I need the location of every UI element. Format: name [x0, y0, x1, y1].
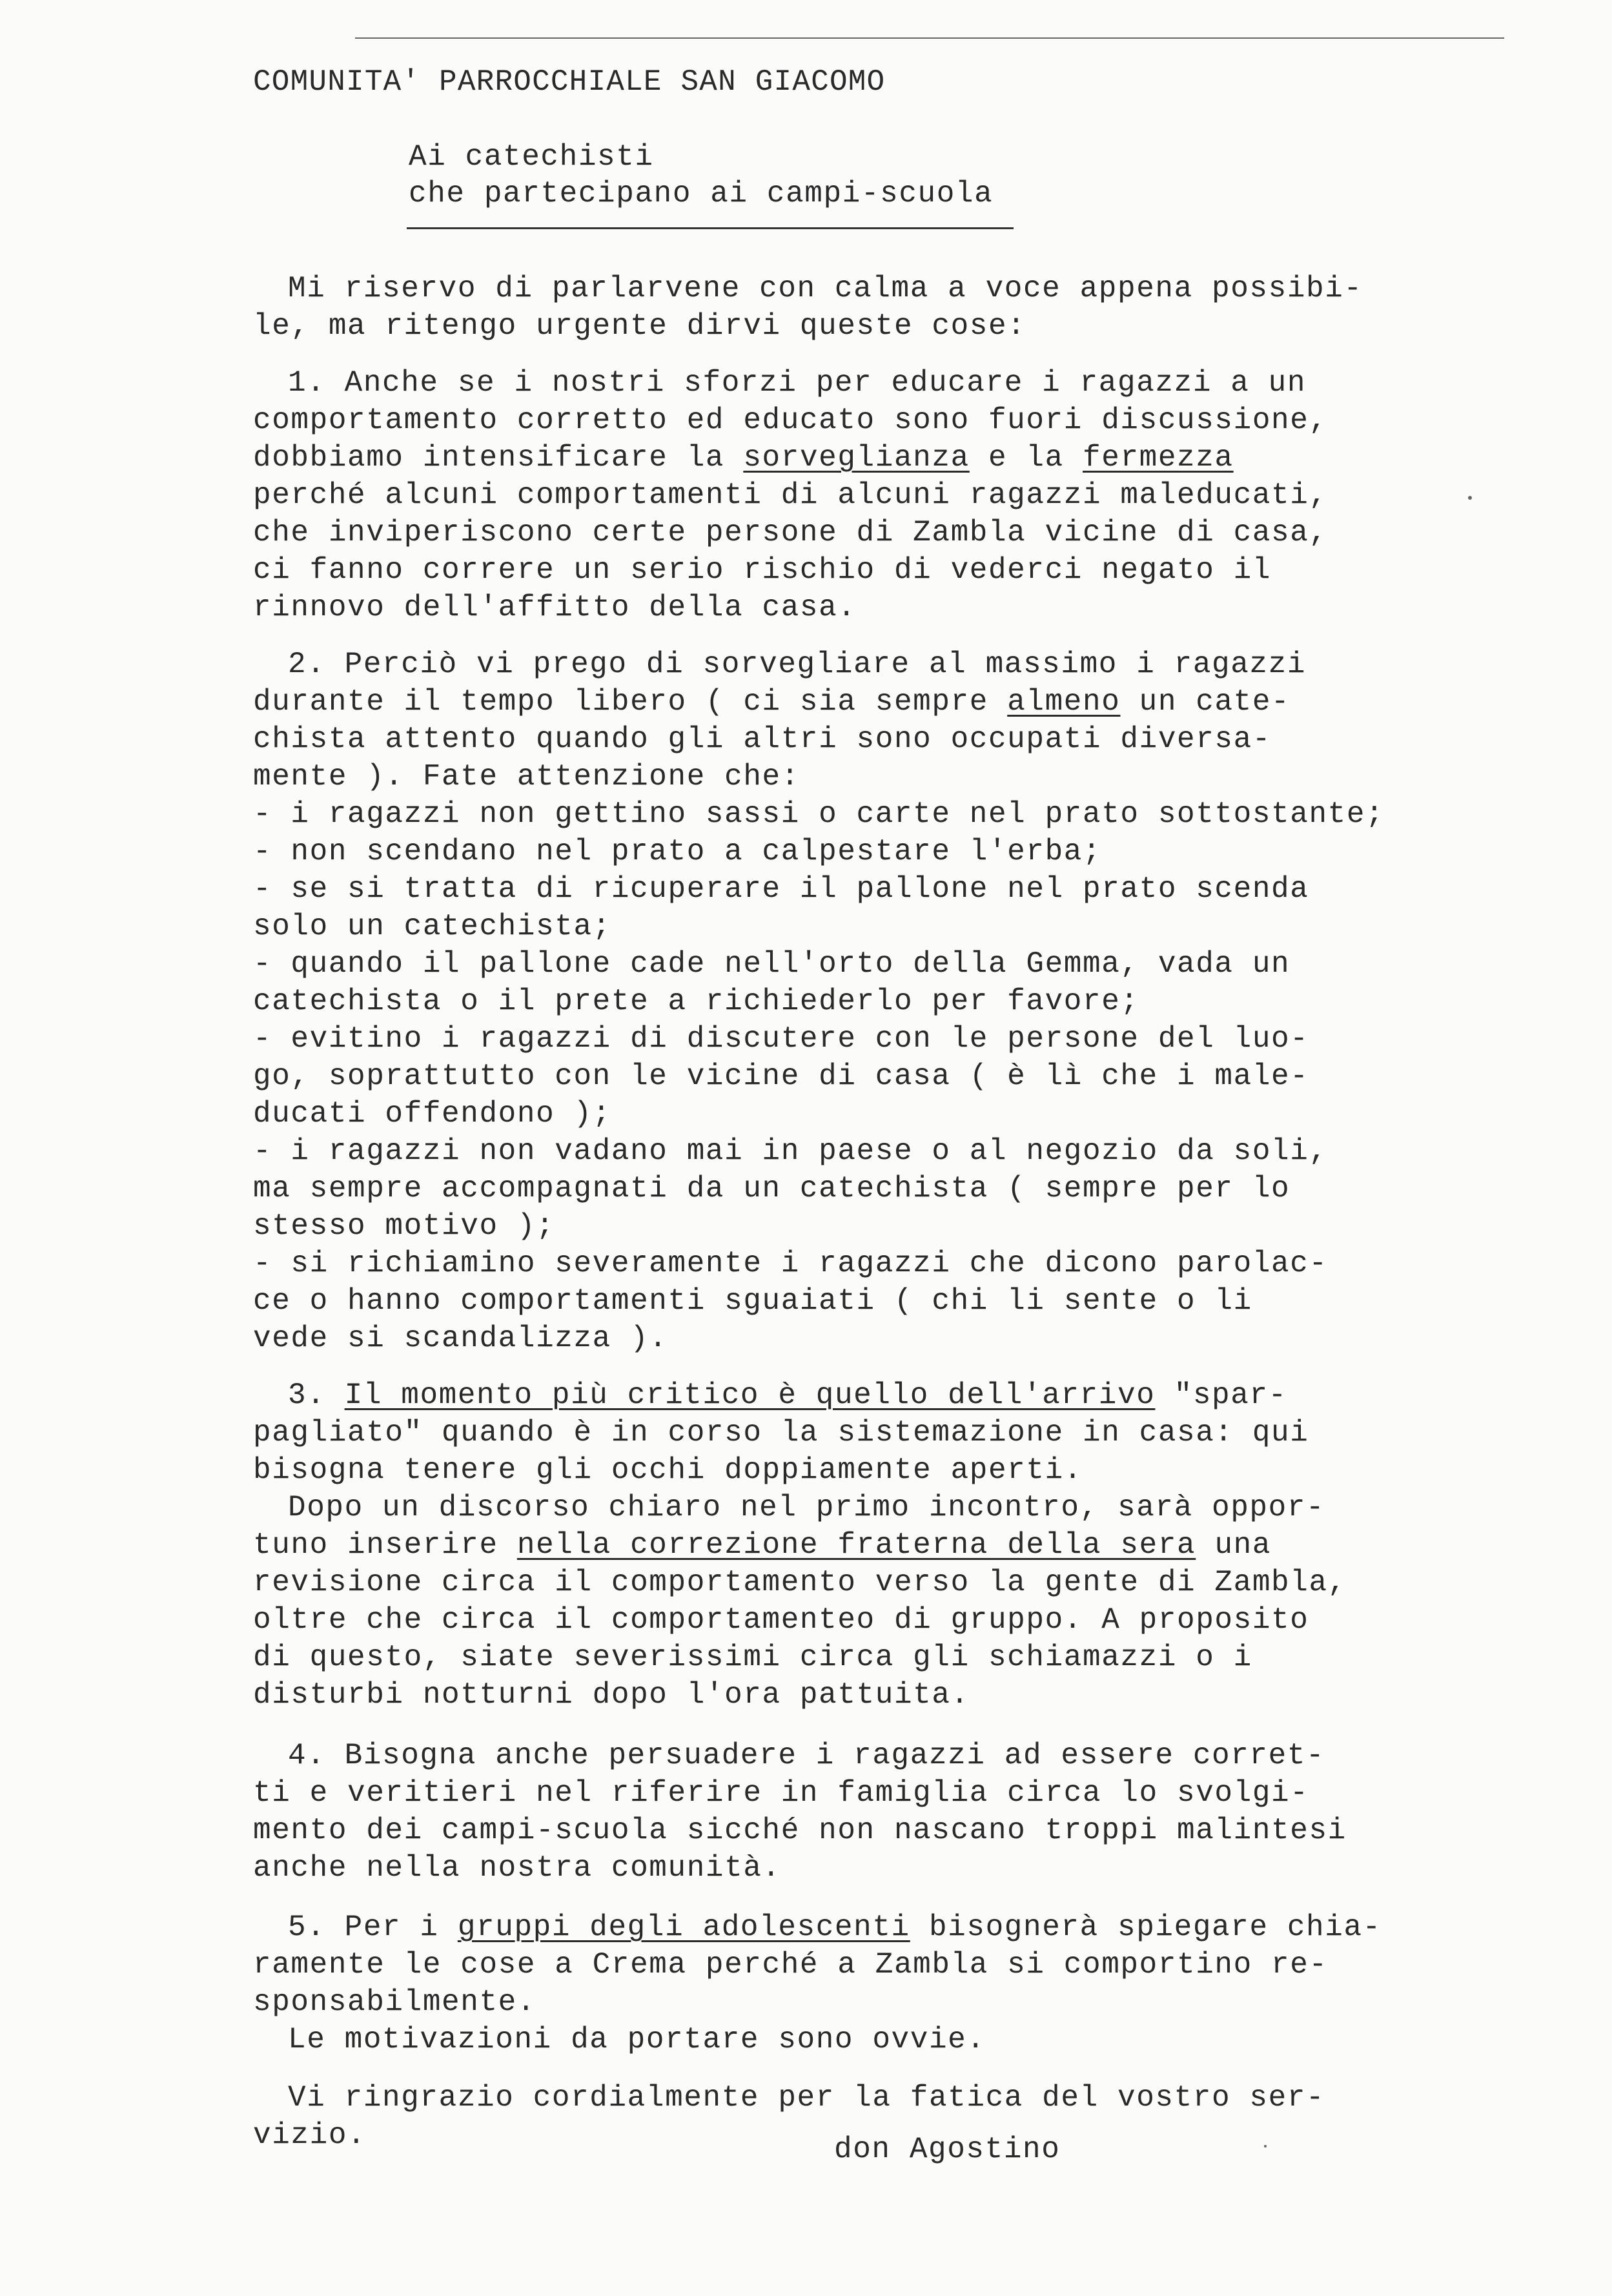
- intro-line-1: Mi riservo di parlarvene con calma a voce appena possibi-: [288, 272, 1363, 305]
- p5-line-4: Le motivazioni da portare sono ovvie.: [288, 2023, 986, 2056]
- p3-line-9: disturbi notturni dopo l'ora pattuita.: [253, 1678, 970, 1712]
- p4-line-3: mento dei campi-scuola sicché non nascano troppi malintesi: [253, 1814, 1347, 1847]
- underlined-correzione-fraterna: nella correzione fraterna della sera: [516, 1528, 1196, 1562]
- p2-line-7: - se si tratta di ricuperare il pallone nel prato scenda: [253, 872, 1309, 906]
- p3-line-3: bisogna tenere gli occhi doppiamente aperti.: [253, 1453, 1083, 1487]
- p4-line-4: anche nella nostra comunità.: [253, 1851, 781, 1885]
- p5-line-3: sponsabilmente.: [253, 1985, 536, 2019]
- letter-header-title: COMUNITA' PARROCCHIALE SAN GIACOMO: [253, 65, 886, 99]
- p2-line-9: - quando il pallone cade nell'orto della Gemma, vada un: [253, 947, 1291, 981]
- p3-line-7: oltre che circa il comportamenteo di gruppo. A proposito: [253, 1603, 1309, 1637]
- signature: don Agostino: [834, 2133, 1061, 2166]
- p2-line-13: ducati offendono );: [253, 1097, 611, 1131]
- p2-line-12: go, soprattutto con le vicine di casa ( è lì che i male-: [253, 1060, 1309, 1093]
- p2-line-15: ma sempre accompagnati da un catechista ( sempre per lo: [253, 1172, 1291, 1205]
- scan-speck: [1264, 2145, 1267, 2147]
- underlined-momento-critico: Il momento più critico è quello dell'arrivo: [344, 1379, 1156, 1412]
- p3-line-5: tuno inserire nella correzione fraterna della sera una: [253, 1528, 1272, 1562]
- p2-line-17: - si richiamino severamente i ragazzi che dicono parolac-: [253, 1247, 1328, 1280]
- p2-line-1: 2. Perciò vi prego di sorvegliare al massimo i ragazzi: [288, 648, 1307, 681]
- addressee-line-2: che partecipano ai campi-scuola: [409, 177, 994, 210]
- p3-line-8: di questo, siate severissimi circa gli schiamazzi o i: [253, 1641, 1252, 1674]
- p2-line-11: - evitino i ragazzi di discutere con le persone del luo-: [253, 1022, 1309, 1056]
- p2-line-19: vede si scandalizza ).: [253, 1322, 668, 1355]
- intro-line-2: le, ma ritengo urgente dirvi queste cose:: [253, 309, 1026, 343]
- p4-line-1: 4. Bisogna anche persuadere i ragazzi ad essere corret-: [288, 1739, 1325, 1772]
- underlined-sorveglianza: sorveglianza: [743, 441, 970, 475]
- scan-speck: [1468, 496, 1472, 500]
- p1-line-4: perché alcuni comportamenti di alcuni ragazzi maleducati,: [253, 478, 1328, 512]
- p2-line-6: - non scendano nel prato a calpestare l'erba;: [253, 835, 1102, 868]
- underlined-gruppi-adolescenti: gruppi degli adolescenti: [457, 1911, 910, 1944]
- p4-line-2: ti e veritieri nel riferire in famiglia circa lo svolgi-: [253, 1776, 1309, 1810]
- p3-line-4: Dopo un discorso chiaro nel primo incontro, sarà oppor-: [288, 1491, 1325, 1524]
- p3-line-1: 3. Il momento più critico è quello dell'arrivo "spar-: [288, 1379, 1287, 1412]
- p2-line-5: - i ragazzi non gettino sassi o carte nel prato sottostante;: [253, 797, 1385, 831]
- top-rule: [355, 37, 1504, 39]
- p2-line-14: - i ragazzi non vadano mai in paese o al negozio da soli,: [253, 1134, 1328, 1168]
- p2-line-10: catechista o il prete a richiederlo per favore;: [253, 985, 1139, 1018]
- underlined-almeno: almeno: [1007, 685, 1121, 719]
- p1-line-1: 1. Anche se i nostri sforzi per educare i ragazzi a un: [288, 366, 1307, 400]
- p1-line-7: rinnovo dell'affitto della casa.: [253, 591, 857, 624]
- p2-line-2: durante il tempo libero ( ci sia sempre almeno un cate-: [253, 685, 1291, 719]
- p3-line-2: pagliato" quando è in corso la sistemazione in casa: qui: [253, 1416, 1309, 1450]
- p2-line-18: ce o hanno comportamenti sguaiati ( chi li sente o li: [253, 1284, 1252, 1318]
- underlined-fermezza: fermezza: [1083, 441, 1234, 475]
- p1-line-2: comportamento corretto ed educato sono fuori discussione,: [253, 404, 1328, 437]
- addressee-line-1: Ai catechisti: [409, 140, 654, 174]
- closing-line-1: Vi ringrazio cordialmente per la fatica del vostro ser-: [288, 2081, 1325, 2115]
- p2-line-4: mente ). Fate attenzione che:: [253, 760, 800, 794]
- p2-line-16: stesso motivo );: [253, 1209, 555, 1243]
- p1-line-5: che inviperiscono certe persone di Zambla vicine di casa,: [253, 516, 1328, 549]
- p2-line-8: solo un catechista;: [253, 910, 611, 943]
- closing-line-2: vizio.: [253, 2118, 367, 2152]
- p1-line-6: ci fanno correre un serio rischio di vederci negato il: [253, 553, 1272, 587]
- p5-line-1: 5. Per i gruppi degli adolescenti bisognerà spiegare chia-: [288, 1911, 1382, 1944]
- p2-line-3: chista attento quando gli altri sono occupati diversa-: [253, 723, 1272, 756]
- addressee-underline: [407, 227, 1014, 229]
- p1-line-3: dobbiamo intensificare la sorveglianza e la fermezza: [253, 441, 1234, 475]
- p5-line-2: ramente le cose a Crema perché a Zambla si comportino re-: [253, 1948, 1328, 1982]
- p3-line-6: revisione circa il comportamento verso la gente di Zambla,: [253, 1566, 1347, 1599]
